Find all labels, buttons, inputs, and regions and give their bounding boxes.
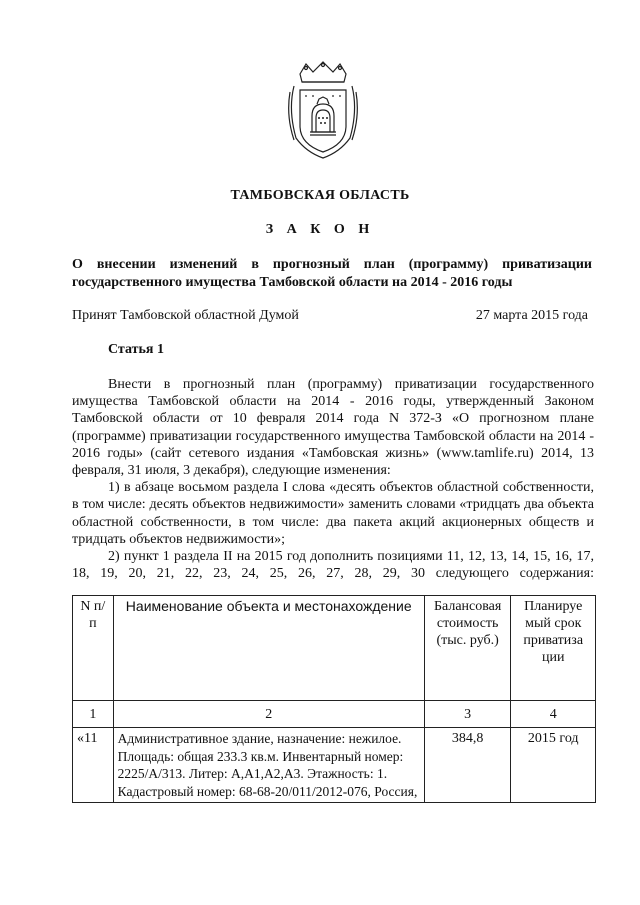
row-term: 2015 год: [511, 728, 596, 803]
header-num: N п/п: [73, 596, 114, 701]
row-num: «11: [73, 728, 114, 803]
header-value: Балансовая стоимость (тыс. руб.): [424, 596, 511, 701]
table-header-row: [73, 596, 596, 701]
column-number: 4: [511, 701, 596, 728]
article-paragraph: Внести в прогнозный план (программу) приватизации государственного имущества Тамбовской области на 2014 - 2016 годы, утвержденный Законом Тамбовской области от 10 февраля 2014 года N 372-З «О прогнозном плане (программе) приватизации государственного имущества Тамбовской области на 2014 - 2016 годы» (сайт сетевого издания «Тамбовская жизнь» (www.tamlife.ru) 2014, 13 февраля, 31 июля, 3 декабря), следующие изменения:: [72, 377, 594, 479]
table-row: [73, 728, 596, 803]
article-paragraph: 2) пункт 1 раздела II на 2015 год дополнить позициями 11, 12, 13, 14, 15, 16, 17, 18, 19, 20, 21, 22, 23, 24, 25, 26, 27, 28, 29, 30 следующего содержания:: [72, 549, 594, 582]
law-heading: З А К О Н: [265, 222, 375, 237]
adopted-date: 27 марта 2015 года: [475, 308, 588, 323]
row-value: 384,8: [424, 728, 511, 803]
law-subject: О внесении изменений в прогнозный план (программу) приватизации государственного имущества Тамбовской области на 2014 - 2016 годы: [72, 257, 592, 290]
article-title: Статья 1: [108, 342, 164, 357]
article-body: [72, 376, 594, 582]
region-title: ТАМБОВСКАЯ ОБЛАСТЬ: [230, 188, 410, 203]
privatization-table: [72, 595, 596, 803]
header-term: Планируе мый срок приватиза ции: [511, 596, 596, 701]
adopted-by: Принят Тамбовской областной Думой: [72, 308, 299, 323]
row-name: Административное здание, назначение: нежилое. Площадь: общая 233.3 кв.м. Инвентарный номер: 2225/А/313. Литер: А,А1,А2,А3. Этажность: 1. Кадастровый номер: 68-68-20/011/2012-076, Россия,: [113, 728, 424, 803]
article-paragraph: 1) в абзаце восьмом раздела I слова «десять объектов областной собственности, в том числе: десять объектов недвижимости» заменить словами «тридцать два объекта областной собственности, в том числе: два пакета акций акционерных обществ и тридцать объектов недвижимости»;: [72, 480, 594, 547]
column-number: 3: [424, 701, 511, 728]
adoption-line: [72, 308, 592, 324]
column-number-row: [73, 701, 596, 728]
coat-of-arms-emblem: [286, 60, 360, 160]
column-number: 2: [113, 701, 424, 728]
column-number: 1: [73, 701, 114, 728]
header-name: Наименование объекта и местонахождение: [113, 596, 424, 701]
